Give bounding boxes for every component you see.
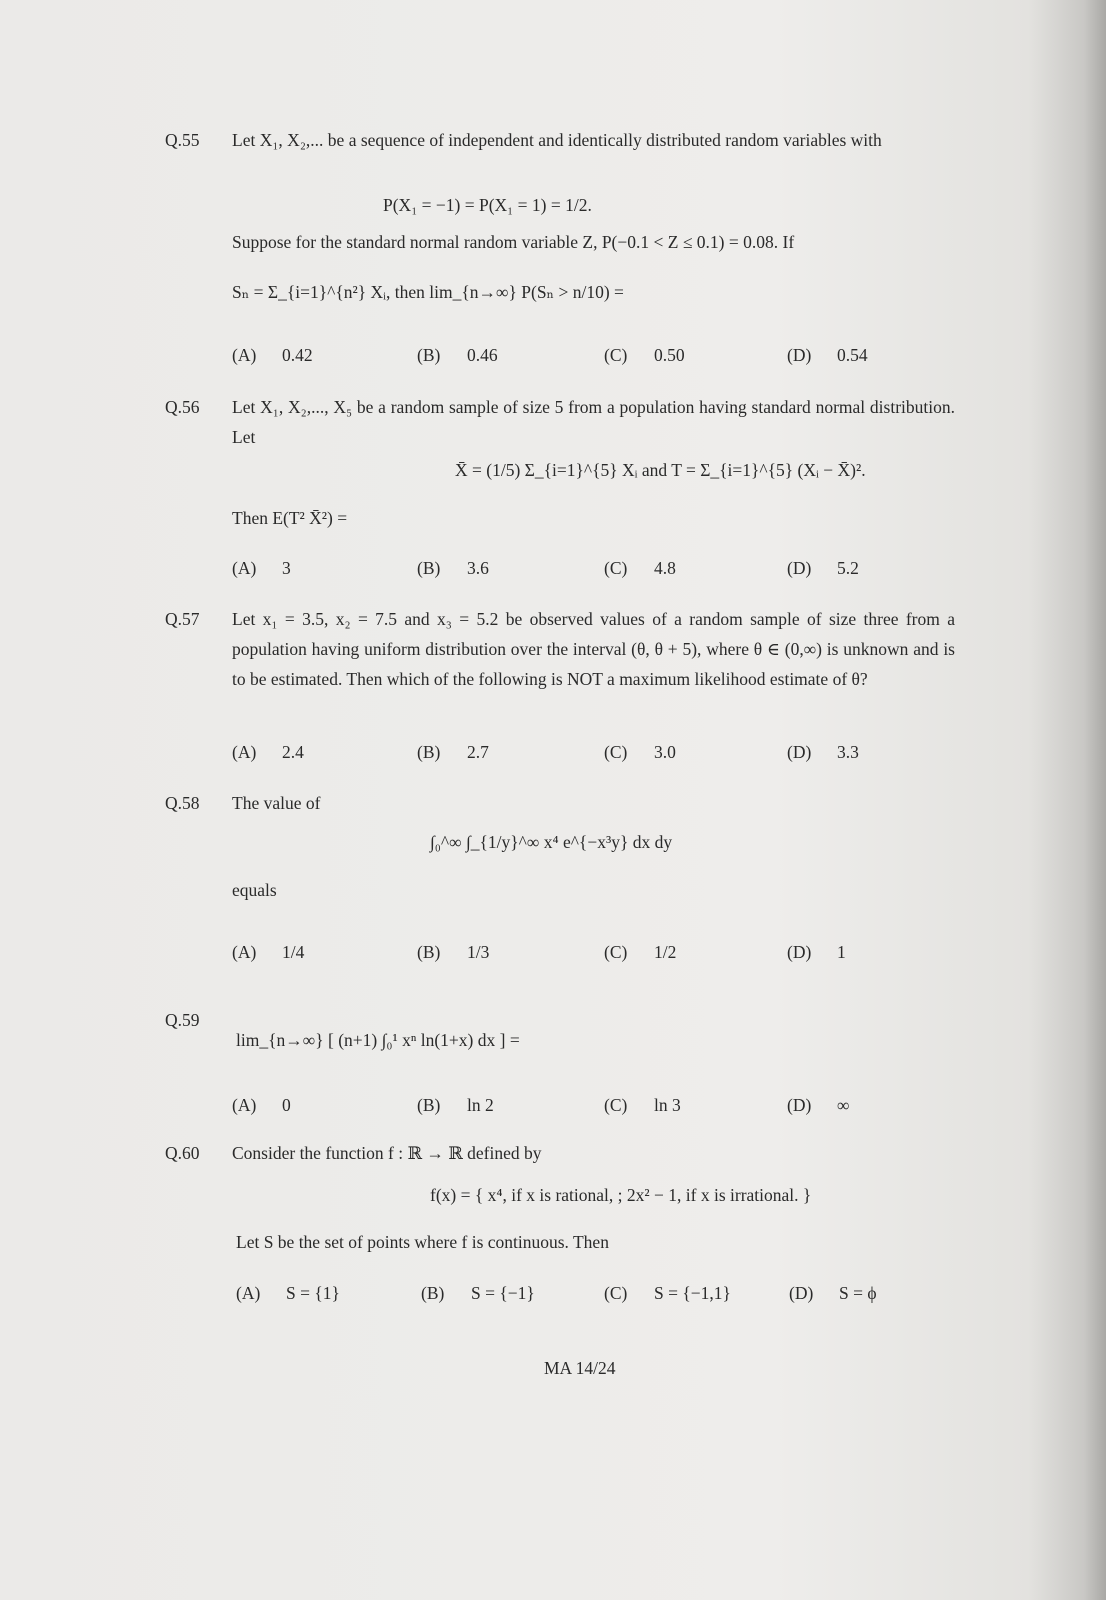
question-number: Q.59 [165,1010,200,1030]
question-text: Let S be the set of points where f is continuous. Then [236,1232,609,1252]
equation-display: X̄ = (1/5) Σ_{i=1}^{5} Xᵢ and T = Σ_{i=1}^{5} (Xᵢ − X̄)². [455,460,866,480]
equation-display: f(x) = { x⁴, if x is rational, ; 2x² − 1, if x is irrational. } [430,1185,812,1205]
question-text: equals [232,880,277,900]
option-d[interactable]: (D) S = ϕ [789,1283,877,1303]
question-number: Q.56 [165,397,200,417]
question-text: Then E(T² X̄²) = [232,508,348,528]
option-a[interactable]: (A) 2.4 [232,742,304,762]
option-b[interactable]: (B) 1/3 [417,942,490,962]
answer-options [236,1283,936,1317]
option-c[interactable]: (C) S = {−1,1} [604,1283,731,1303]
option-d[interactable]: (D) 3.3 [787,742,859,762]
question-text: Let X₁, X₂,..., X₅ be a random sample of size 5 from a population having standard normal distribution. Let [232,397,955,447]
equation-display: Sₙ = Σ_{i=1}^{n²} Xᵢ, then lim_{n→∞} P(Sₙ > n/10) = [232,282,624,302]
option-b[interactable]: (B) 2.7 [417,742,489,762]
option-b[interactable]: (B) S = {−1} [421,1283,535,1303]
page-footer: MA 14/24 [544,1358,616,1378]
option-d[interactable]: (D) 0.54 [787,345,868,365]
answer-options [232,942,932,976]
question-text: Let X₁, X₂,... be a sequence of independent and identically distributed random variables with [232,130,882,150]
option-c[interactable]: (C) 0.50 [604,345,685,365]
option-c[interactable]: (C) 4.8 [604,558,676,578]
option-a[interactable]: (A) S = {1} [236,1283,340,1303]
question-number: Q.58 [165,793,200,813]
option-c[interactable]: (C) 1/2 [604,942,677,962]
question-58 [165,788,955,822]
option-d[interactable]: (D) ∞ [787,1095,850,1115]
equation-display: ∫₀^∞ ∫_{1/y}^∞ x⁴ e^{−x³y} dx dy [430,832,673,852]
option-a[interactable]: (A) 1/4 [232,942,305,962]
option-b[interactable]: (B) 0.46 [417,345,498,365]
question-57 [165,604,955,729]
question-text: Suppose for the standard normal random variable Z, P(−0.1 < Z ≤ 0.1) = 0.08. If [232,232,795,252]
question-60 [165,1138,955,1172]
question-text: The value of [232,793,321,813]
question-text: Let x₁ = 3.5, x₂ = 7.5 and x₃ = 5.2 be observed values of a random sample of size three from a population having uniform distribution over the interval (θ, θ + 5), where θ ∈ (0,∞) is unknown and is to be estimated. Then which of the following is NOT a maximum likelihood estimate of θ? [232,609,955,689]
question-number: Q.55 [165,130,200,150]
option-a[interactable]: (A) 0.42 [232,345,313,365]
equation-display: P(X₁ = −1) = P(X₁ = 1) = 1/2. [383,195,592,215]
answer-options [232,558,932,592]
option-a[interactable]: (A) 0 [232,1095,291,1115]
answer-options [232,345,932,379]
option-a[interactable]: (A) 3 [232,558,291,578]
question-number: Q.60 [165,1143,200,1163]
option-c[interactable]: (C) 3.0 [604,742,676,762]
option-b[interactable]: (B) ln 2 [417,1095,494,1115]
question-56 [165,392,955,462]
option-d[interactable]: (D) 5.2 [787,558,859,578]
option-b[interactable]: (B) 3.6 [417,558,489,578]
option-d[interactable]: (D) 1 [787,942,846,962]
question-number: Q.57 [165,609,200,629]
answer-options [232,742,932,776]
question-text: Consider the function f : ℝ → ℝ defined by [232,1143,542,1163]
option-c[interactable]: (C) ln 3 [604,1095,681,1115]
answer-options [232,1095,932,1129]
equation-display: lim_{n→∞} [ (n+1) ∫₀¹ xⁿ ln(1+x) dx ] = [236,1030,520,1050]
